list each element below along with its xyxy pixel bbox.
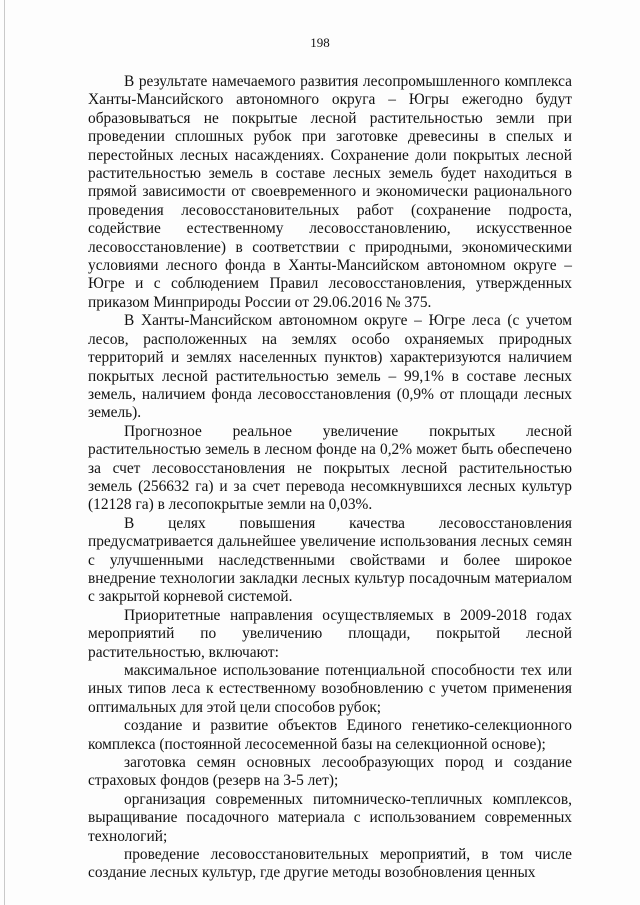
list-item: организация современных питомническо-тепличных комплексов, выращивание посадочного материала с использованием современных технологий; xyxy=(88,790,572,845)
paragraph: В Ханты-Мансийском автономном округе – Югре леса (с учетом лесов, расположенных на землях особо охраняемых природных территорий и землях населенных пунктов) характеризуются наличием покрытых лесной растительностью земель – 99,1% в составе лесных земель, наличием фонда лесовосстановления (0,9% от площади лесных земель). xyxy=(88,312,572,422)
paragraph: В результате намечаемого развития лесопромышленного комплекса Ханты-Мансийского автономного округа – Югры ежегодно будут образовываться не покрытые лесной растительностью земли при проведении сплошных рубок при заготовке древесины в спелых и перестойных лесных насаждениях. Сохранение доли покрытых лесной растительностью земель в составе лесных земель будет находиться в прямой зависимости от своевременного и экономически рационального проведения лесовосстановительных работ (сохранение подроста, содействие естественному лесовосстановлению, искусственное лесовосстановление) в соответствии с природными, экономическими условиями лесного фонда в Ханты-Мансийском автономном округе – Югре и с соблюдением Правил лесовосстановления, утвержденных приказом Минприроды России от 29.06.2016 № 375. xyxy=(88,73,572,311)
list-item: максимальное использование потенциальной способности тех или иных типов леса к естественному возобновлению с учетом применения оптимальных для этой цели способов рубок; xyxy=(88,662,572,716)
paragraph: Приоритетные направления осуществляемых в 2009-2018 годах мероприятий по увеличению площади, покрытой лесной растительностью, включают: xyxy=(88,606,572,661)
list-item: создание и развитие объектов Единого генетико-селекционного комплекса (постоянной лесосеменной базы на селекционной основе); xyxy=(88,717,572,753)
list-item: проведение лесовосстановительных мероприятий, в том числе создание лесных культур, где другие методы возобновления ценных xyxy=(88,846,572,882)
scan-edge-line xyxy=(4,0,5,905)
list-item: заготовка семян основных лесообразующих пород и создание страховых фондов (резерв на 3-5 лет); xyxy=(88,754,572,790)
page-number: 198 xyxy=(310,35,330,50)
paragraph: В целях повышения качества лесовосстановления предусматривается дальнейшее увеличение использования лесных семян с улучшенными наследственными свойствами и более широкое внедрение технологии закладки лесных культур посадочным материалом с закрытой корневой системой. xyxy=(88,514,572,606)
document-body xyxy=(88,73,572,883)
paragraph: Прогнозное реальное увеличение покрытых лесной растительностью земель в лесном фонде на 0,2% может быть обеспечено за счет лесовосстановления не покрытых лесной растительностью земель (256632 га) и за счет перевода несомкнувшихся лесных культур (12128 га) в лесопокрытые земли на 0,03%. xyxy=(88,422,572,514)
